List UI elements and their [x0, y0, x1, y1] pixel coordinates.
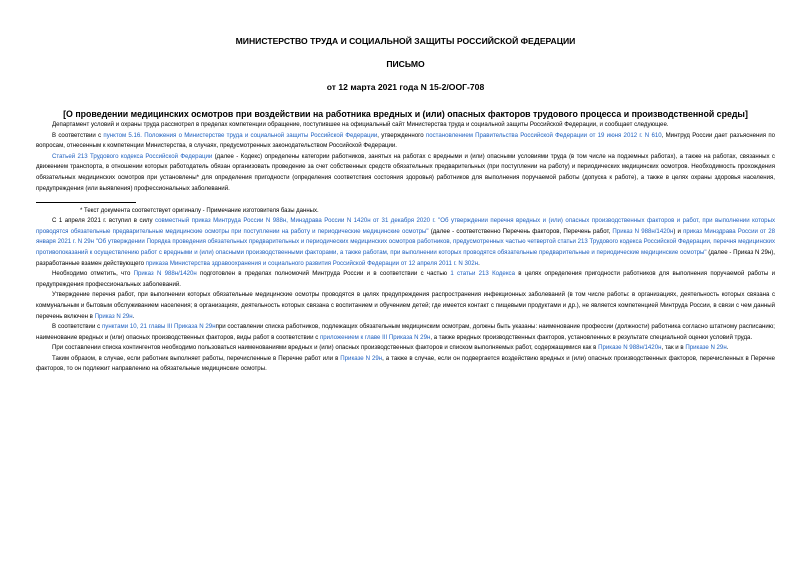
- footnote-divider: [36, 202, 136, 203]
- text-segment: В соответствии с: [52, 131, 104, 139]
- text-segment: (далее - соответственно Перечень факторов, Перечень работ,: [428, 227, 613, 235]
- link-order-29n[interactable]: Приказе N 29н: [340, 354, 383, 362]
- document-date-number: от 12 марта 2021 года N 15-2/ООГ-708: [326, 82, 485, 92]
- text-segment: (далее - Приказ N 29н), разработанные взамен действующего: [36, 248, 775, 267]
- text-segment: .: [132, 312, 135, 320]
- ministry-title: МИНИСТЕРСТВО ТРУДА И СОЦИАЛЬНОЙ ЗАЩИТЫ РОССИЙСКОЙ ФЕДЕРАЦИИ: [235, 36, 576, 46]
- text-segment: в целях определения пригодности работников для выполнения поручаемой работы и предупреждения профессиональных заболеваний.: [36, 270, 775, 288]
- text-segment: подготовлен в пределах полномочий Минтруда России и в соответствии с частью: [196, 270, 451, 278]
- link-order-988n-1420n[interactable]: Приказ N 988н/1420н: [612, 227, 674, 235]
- link-article-213[interactable]: Статьей 213 Трудового кодекса Российской Федерации: [52, 152, 213, 160]
- paragraph-infectious-works: [36, 290, 775, 322]
- paragraph-note-competence: [36, 269, 775, 290]
- link-order-988n-1420n[interactable]: Приказе N 988н/1420н: [598, 344, 662, 352]
- text-segment: В соответствии с: [52, 323, 102, 331]
- paragraph-new-orders: [36, 216, 775, 269]
- text-segment: , так и в: [661, 344, 686, 352]
- text-segment: при составлении списка работников, подлежащих обязательным медицинским осмотрам, должны быть указаны: наименование профессии (должности) работника согласно штатному расписанию; наименование вредных и (или) опасных производственных факторов, виды работ в соответствии с: [36, 323, 775, 341]
- paragraph-conclusion: [36, 354, 775, 375]
- paragraph-competence: [36, 131, 775, 152]
- document-subject: [О проведении медицинских осмотров при воздействии на работника вредных и (или) опасных факторов трудового процесса и производственной среды]: [63, 109, 748, 119]
- paragraph-contingent-list: [36, 343, 775, 354]
- paragraph-intro: Департамент условий и охраны труда рассмотрел в пределах компетенции обращение, поступившее на официальный сайт Министерства труда и социальной защиты Российской Федерации, и сообщает следующее.: [52, 121, 669, 128]
- paragraph-article-213: [36, 152, 775, 194]
- text-segment: При составлении списка контингентов необходимо пользоваться наименованиями вредных и (или) опасных производственных факторов и списком выполняемых работ, содержащимися как в: [52, 344, 599, 352]
- link-order-302n[interactable]: приказа Министерства здравоохранения и социального развития Российской Федерации от 12 апреля 2011 г. N 302н: [145, 259, 479, 267]
- text-segment: .: [726, 344, 729, 352]
- link-order-988n-1420n[interactable]: Приказ N 988н/1420н: [133, 270, 197, 278]
- text-segment: Необходимо отметить, что: [52, 270, 134, 278]
- text-segment: Утверждение перечня работ, при выполнении которых обязательные медицинские осмотры проводятся в целях предупреждения распространения инфекционных заболеваний (в том числе работы: в организациях, деятельность которых связана с коммунальным и бытовым обслуживанием населения; в организациях, деятельность которых связана с воспитанием и обучением детей; где имеется контакт с пищевыми продуктами и др.), не является компетенцией Минтруда России, в связи с чем данный перечень включен в: [36, 291, 775, 320]
- text-segment: , утвержденного: [377, 131, 426, 139]
- link-points-10-21-order-29n[interactable]: пунктами 10, 21 главы III Приказа N 29н: [101, 323, 216, 331]
- footnote: * Текст документа соответствует оригиналу - Примечание изготовителя базы данных.: [80, 208, 319, 215]
- link-regulation-5-16[interactable]: пунктом 5.16. Положения о Министерстве труда и социальной защиты Российской Федерации: [103, 131, 378, 139]
- link-government-decree-610[interactable]: постановлением Правительства Российской Федерации от 19 июня 2012 г. N 610: [425, 131, 662, 139]
- text-segment: Таким образом, в случае, если работник выполняет работы, перечисленные в Перечне работ или в: [52, 354, 341, 362]
- link-joint-order-988n-1420n[interactable]: совместный приказ Минтруда России N 988н, Минздрава России N 1420н от 31 декабря 2020 г. "Об утверждении перечня вредных и (или) опасных производственных факторов и работ, при выполнении которых проводятся обязательные предварительные медицинские осмотры при поступлении на работу и периодические медицинские осмотры": [36, 217, 775, 235]
- paragraph-employee-list: [36, 322, 775, 343]
- link-annex-chapter-3-order-29n[interactable]: приложением к главе III Приказа N 29н: [319, 333, 431, 341]
- link-order-29n[interactable]: приказ Минздрава России от 28 января 2021 г. N 29н "Об утверждении Порядка проведения обязательных предварительных и периодических медицинских осмотров работников, предусмотренных частью четвертой статьи 213 Трудового кодекса Российской Федерации, перечня медицинских противопоказаний к осуществлению работ с вредными и (или) опасными производственными факторами, а также работам, при выполнении которых проводятся обязательные предварительные и периодические медицинские осмотры": [36, 227, 775, 256]
- text-segment: ) и: [673, 227, 684, 235]
- link-order-29n[interactable]: Приказе N 29н: [685, 344, 727, 352]
- text-segment: , Минтруд России дает разъяснения по вопросам, отнесенным к компетенции Министерства, в случаях, предусмотренных законодательством Российской Федерации.: [36, 131, 776, 150]
- text-segment: С 1 апреля 2021 г. вступил в силу: [52, 217, 155, 225]
- link-article-213-part-1[interactable]: 1 статьи 213 Кодекса: [450, 270, 515, 278]
- text-segment: , а также в случае, если он подвергается воздействию вредных и (или) опасных производственных факторов, перечисленных в Перечне факторов, то он подлежит направлению на обязательные медицинские осмотры.: [36, 354, 775, 373]
- text-segment: (далее - Кодекс) определены категории работников, занятых на работах с вредными и (или) опасными условиями труда (в том числе на подземных работах), а также на работах, связанных с движением транспорта, в отношении которых работодатель обязан организовать проведение за счет собственных средств обязательных предварительных (при поступлении на работу) и периодических медицинских осмотров. Необходимость прохождения обязательных медицинских осмотров при установлены* для определения пригодности (определения соответствия состояния здоровья) работников для выполнения поручаемой работы (допуска к работе), а также в целях охраны здоровья населения, предупреждения (или выявления) профессиональных заболеваний.: [36, 152, 775, 192]
- document-type: ПИСЬМО: [386, 59, 425, 69]
- text-segment: .: [478, 259, 480, 267]
- text-segment: , а также вредных производственных факторов, установленных в результате специальной оценки условий труда.: [430, 333, 753, 341]
- link-order-29n[interactable]: Приказ N 29н: [94, 312, 133, 320]
